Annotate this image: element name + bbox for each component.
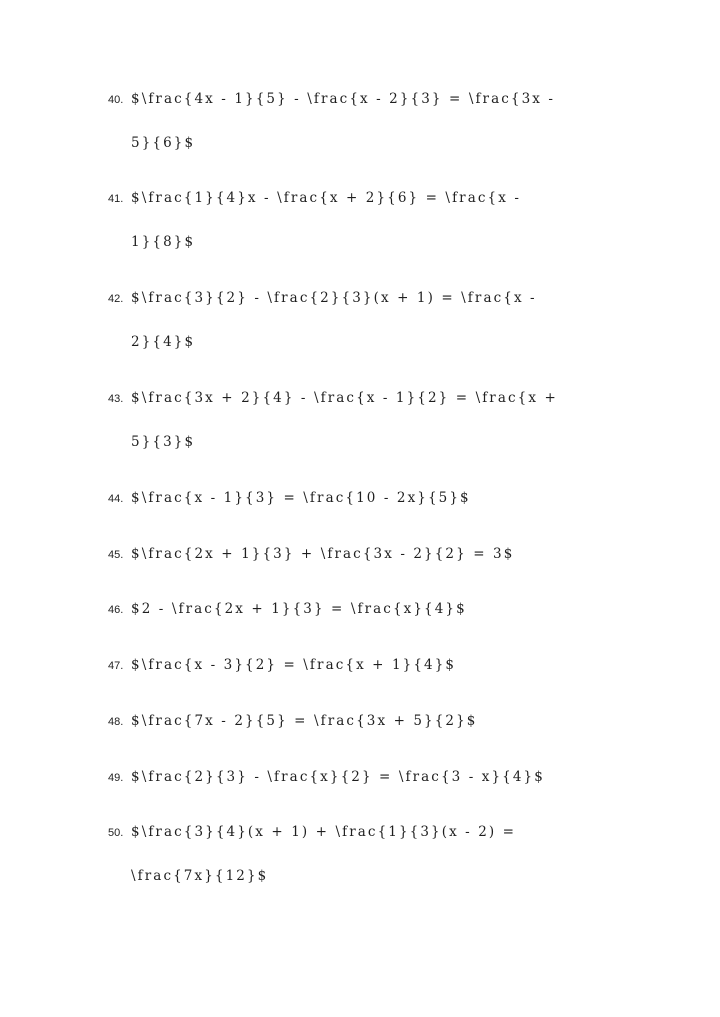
equation-text: $\frac{3}{2} - \frac{2}{3}(x + 1) = \frac{x - [131,290,537,306]
problem-45 [108,544,648,564]
problem-48 [108,711,648,731]
problem-line [108,655,648,675]
problem-line [108,488,648,508]
problem-number: 42. [108,293,124,305]
problem-line [108,388,648,408]
equation-text: $\frac{7x - 2}{5} = \frac{3x + 5}{2}$ [131,713,478,729]
problem-line [108,89,648,109]
problem-number: 43. [108,393,124,405]
equation-text: $\frac{x - 1}{3} = \frac{10 - 2x}{5}$ [131,490,471,506]
equation-text: $\frac{x - 3}{2} = \frac{x + 1}{4}$ [131,657,457,673]
problem-line [108,544,648,564]
problem-43 [108,388,648,452]
equation-text: $2 - \frac{2x + 1}{3} = \frac{x}{4}$ [131,601,467,617]
problem-49 [108,767,648,787]
problem-47 [108,655,648,675]
equation-text-continued: \frac{7x}{12}$ [131,868,269,884]
problem-line [108,599,648,619]
equation-text: $\frac{3}{4}(x + 1) + \frac{1}{3}(x - 2) = [131,824,517,840]
problem-number: 50. [108,827,124,839]
equation-text: $\frac{4x - 1}{5} - \frac{x - 2}{3} = \frac{3x - [131,91,556,107]
problem-number: 48. [108,716,124,728]
problem-line-continued [108,232,648,252]
problem-number: 41. [108,193,124,205]
problem-number: 47. [108,660,124,672]
equation-text-continued: 5}{6}$ [131,135,196,151]
problem-42 [108,288,648,352]
problem-line [108,767,648,787]
equation-text-continued: 1}{8}$ [131,234,196,250]
equation-text: $\frac{1}{4}x - \frac{x + 2}{6} = \frac{x - [131,190,521,206]
equation-text: $\frac{2x + 1}{3} + \frac{3x - 2}{2} = 3$ [131,546,515,562]
problem-number: 45. [108,549,124,561]
problem-41 [108,188,648,252]
problem-number: 46. [108,604,124,616]
problem-line-continued [108,133,648,153]
problem-line-continued [108,866,648,886]
problem-46 [108,599,648,619]
problem-40 [108,89,648,153]
problem-line [108,822,648,842]
problem-line [108,711,648,731]
equation-text: $\frac{3x + 2}{4} - \frac{x - 1}{2} = \frac{x + [131,390,558,406]
equation-text-continued: 2}{4}$ [131,334,196,350]
problem-line [108,288,648,308]
problem-line-continued [108,432,648,452]
problem-number: 40. [108,94,124,106]
problem-number: 49. [108,772,124,784]
equation-text: $\frac{2}{3} - \frac{x}{2} = \frac{3 - x}{4}$ [131,769,545,785]
problem-number: 44. [108,493,124,505]
problem-line-continued [108,332,648,352]
problem-44 [108,488,648,508]
problem-50 [108,822,648,886]
problem-line [108,188,648,208]
equation-text-continued: 5}{3}$ [131,434,196,450]
